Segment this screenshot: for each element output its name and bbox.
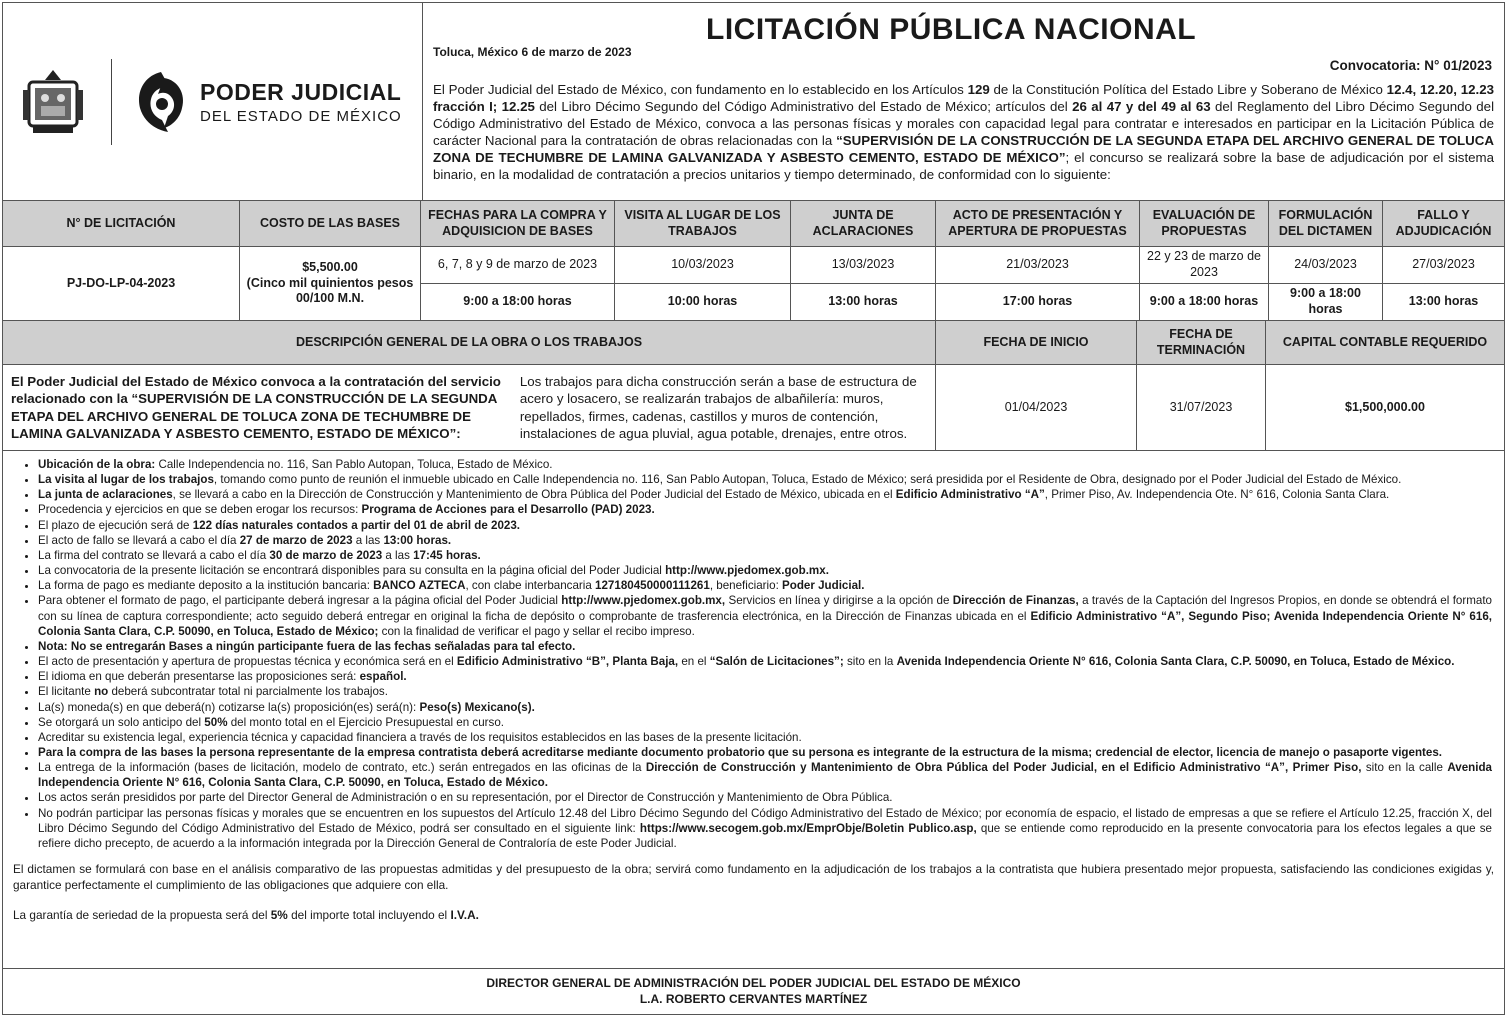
condition-item: • Acreditar su existencia legal, experiencia técnica y capacidad financiera a través de los requisitos establecidos en las bases de la presente licitación. <box>38 730 1492 745</box>
condition-item: • La(s) moneda(s) en que deberá(n) cotizarse la(s) proposición(es) será(n): Peso(s) Mexicano(s). <box>38 700 1492 715</box>
date-evaluacion: 22 y 23 de marzo de 2023 <box>1140 247 1269 284</box>
date-junta: 13/03/2023 <box>791 247 936 284</box>
time-fallo: 13:00 horas <box>1383 284 1504 321</box>
document-page <box>2 2 1505 1015</box>
condition-item: • El idioma en que deberán presentarse las proposiciones será: español. <box>38 669 1492 684</box>
condition-item: • La firma del contrato se llevará a cabo el día 30 de marzo de 2023 a las 17:45 horas. <box>38 548 1492 563</box>
logo-divider <box>111 59 112 145</box>
descripcion-text: El Poder Judicial del Estado de México convoca a la contratación del servicio relacionado con la “SUPERVISIÓN DE LA CONSTRUCCIÓN DE LA SEGUNDA ETAPA DEL ARCHIVO GENERAL DE TOLUCA ZONA DE TECHUMBRE DE LAMINA GALVANIZADA Y ASBESTO CEMENTO, ESTADO DE MÉXICO”: Los trabajos para dicha construcción serán a base de estructura de acero y losacero, se realizarán trabajos de albañilería: muros, repellados, firmes, cadenas, castillos y muros de contención, instalaciones de agua pluvial, agua potable, drenajes, entre otros. <box>3 365 936 451</box>
date-fallo: 27/03/2023 <box>1383 247 1504 284</box>
time-presentacion: 17:00 horas <box>936 284 1140 321</box>
condition-item: • El acto de presentación y apertura de propuestas técnica y económica será en el Edificio Administrativo “B”, Planta Baja, en el “Salón de Licitaciones”; sito en la Avenida Independencia Oriente N° 616, Colonia Santa Clara, C.P. 50090, en Toluca, Estado de México. <box>38 654 1492 669</box>
time-dictamen: 9:00 a 18:00 horas <box>1269 284 1383 321</box>
poder-judicial-logo-icon <box>134 68 188 136</box>
brand-subtitle: DEL ESTADO DE MÉXICO <box>200 107 402 125</box>
state-coat-of-arms-icon <box>21 68 85 136</box>
header-costo: COSTO DE LAS BASES <box>240 201 421 247</box>
time-junta: 13:00 horas <box>791 284 936 321</box>
header-presentacion: ACTO DE PRESENTACIÓN Y APERTURA DE PROPUESTAS <box>936 201 1140 247</box>
date-dictamen: 24/03/2023 <box>1269 247 1383 284</box>
header-visita: VISITA AL LUGAR DE LOS TRABAJOS <box>615 201 791 247</box>
logo-area <box>3 3 423 200</box>
time-visita: 10:00 horas <box>615 284 791 321</box>
condition-item: • Para obtener el formato de pago, el participante deberá ingresar a la página oficial del Poder Judicial http://www.pjedomex.gob.mx, Servicios en línea y dirigirse a la opción de Dirección de Finanzas, a través de la Captación del Ingresos Propios, en donde se obtendrá el formato con su línea de captura correspondiente; acto seguido deberá entregar en original la ficha de depósito o comprobante de trasferencia electrónica, en la Dirección de Finanzas ubicada en el Edificio Administrativo “A”, Segundo Piso; Avenida Independencia Oriente N° 616, Colonia Santa Clara, C.P. 50090, en Toluca, Estado de México; con la finalidad de verificar el pago y sellar el recibo impreso. <box>38 593 1492 638</box>
intro-area <box>423 3 1504 200</box>
fecha-terminacion: 31/07/2023 <box>1137 365 1266 451</box>
signature-footer <box>3 968 1504 1014</box>
time-evaluacion: 9:00 a 18:00 horas <box>1140 284 1269 321</box>
date-presentacion: 21/03/2023 <box>936 247 1140 284</box>
dates-times-grid <box>421 247 1504 321</box>
garantia-paragraph: La garantía de seriedad de la propuesta será del 5% del importe total incluyendo el I.V.A. <box>13 908 479 923</box>
date-compra: 6, 7, 8 y 9 de marzo de 2023 <box>421 247 615 284</box>
capital-requerido: $1,500,000.00 <box>1266 365 1504 451</box>
date-visita: 10/03/2023 <box>615 247 791 284</box>
header-evaluacion: EVALUACIÓN DE PROPUESTAS <box>1140 201 1269 247</box>
header-fechas-compra: FECHAS PARA LA COMPRA Y ADQUISICION DE BASES <box>421 201 615 247</box>
costo-letra: (Cinco mil quinientos pesos 00/100 M.N. <box>246 275 414 306</box>
schedule-table <box>3 201 1504 321</box>
header-licitacion: N° DE LICITACIÓN <box>3 201 240 247</box>
header-fecha-inicio: FECHA DE INICIO <box>936 321 1137 365</box>
condition-item: • La entrega de la información (bases de licitación, modelo de contrato, etc.) serán entregados en las oficinas de la Dirección de Construcción y Mantenimiento de Obra Pública del Poder Judicial, en el Edificio Administrativo “A”, Primer Piso, sito en la calle Avenida Independencia Oriente N° 616, Colonia Santa Clara, C.P. 50090, en Toluca, Estado de México. <box>38 760 1492 790</box>
condition-item: • Ubicación de la obra: Calle Independencia no. 116, San Pablo Autopan, Toluca, Estado de México. <box>38 457 1492 472</box>
condition-item: • La visita al lugar de los trabajos, tomando como punto de reunión el inmueble ubicado en Calle Independencia no. 116, San Pablo Autopan, Toluca, Estado de México; será presidida por el Residente de Obra, designado por el Poder Judicial del Estado de México. <box>38 472 1492 487</box>
costo-amount: $5,500.00 <box>302 260 358 275</box>
header-block <box>3 3 1504 201</box>
costo-bases <box>240 247 421 321</box>
condition-item: • La forma de pago es mediante deposito a la institución bancaria: BANCO AZTECA, con clabe interbancaria 127180450000111261, beneficiario: Poder Judicial. <box>38 578 1492 593</box>
intro-paragraph: El Poder Judicial del Estado de México, con fundamento en lo establecido en los Artículos 129 de la Constitución Política del Estado Libre y Soberano de México 12.4, 12.20, 12.23 fracción I; 12.25 del Libro Décimo Segundo del Código Administrativo del Estado de México; artículos del 26 al 47 y del 49 al 63 del Reglamento del Libro Décimo Segundo del Código Administrativo del Estado de México, convoca a las personas físicas y morales con capacidad legal para contratar e interesados en participar en la Licitación Pública de carácter Nacional para la contratación de obras relacionadas con la “SUPERVISIÓN DE LA CONSTRUCCIÓN DE LA SEGUNDA ETAPA DEL ARCHIVO GENERAL DE TOLUCA ZONA DE TECHUMBRE DE LAMINA GALVANIZADA Y ASBESTO CEMENTO, ESTADO DE MÉXICO”; el concurso se realizará sobre la base de adjudicación por el sistema binario, en la modalidad de contratación a precios unitarios y tiempo determinado, de conformidad con lo siguiente: <box>433 82 1495 183</box>
condition-item: • El licitante no deberá subcontratar total ni parcialmente los trabajos. <box>38 684 1492 699</box>
times-row <box>421 284 1504 321</box>
dictamen-paragraph: El dictamen se formulará con base en el análisis comparativo de las propuestas admitidas y del presupuesto de la obra; servirá como fundamento en la adjudicación de los trabajos a la contratista que hubiera presentado mejor propuesta, satisfaciendo las condiciones exigidas y, garantice perfectamente el cumplimiento de las obligaciones que adquiere con ella. <box>13 862 1494 893</box>
condition-item: • La junta de aclaraciones, se llevará a cabo en la Dirección de Construcción y Mantenimiento de Obra Pública del Poder Judicial del Estado de México, ubicada en el Edificio Administrativo “A”, Primer Piso, Av. Independencia Ote. N° 616, Colonia Santa Clara. <box>38 487 1492 502</box>
convocatoria-number: Convocatoria: N° 01/2023 <box>1329 58 1492 73</box>
licitacion-number: PJ-DO-LP-04-2023 <box>3 247 240 321</box>
condition-item: • No podrán participar las personas físicas y morales que se encuentren en los supuestos del Artículo 12.48 del Libro Décimo Segundo del Código Administrativo del Estado de México; por economía de espacio, el listado de empresas a que se refiere el Artículo 12.25, fracción X, del Libro Décimo Segundo del Código Administrativo del Estado de México, podrá ser consultado en el siguiente link: https://www.secogem.gob.mx/EmprObje/Boletin Publico.asp, que se entiende como reproducido en la presente convocatoria para los efectos legales a que se refiere dicho precepto, de acuerdo a la información integrada por la Dirección General de Contraloría de este Poder Judicial. <box>38 806 1492 851</box>
header-capital: CAPITAL CONTABLE REQUERIDO <box>1266 321 1504 365</box>
condition-item: • El acto de fallo se llevará a cabo el día 27 de marzo de 2023 a las 13:00 horas. <box>38 533 1492 548</box>
page-title: LICITACIÓN PÚBLICA NACIONAL <box>706 13 1197 46</box>
dates-row <box>421 247 1504 284</box>
description-data-row <box>3 365 1504 451</box>
signature-title: DIRECTOR GENERAL DE ADMINISTRACIÓN DEL PODER JUDICIAL DEL ESTADO DE MÉXICO <box>486 976 1021 990</box>
city-date: Toluca, México 6 de marzo de 2023 <box>433 45 632 59</box>
condition-item: • Para la compra de las bases la persona representante de la empresa contratista deberá acreditarse mediante documento probatorio que su persona es integrante de la estructura de la misma; credencial de elector, licencia de manejo o pasaporte vigentes. <box>38 745 1492 760</box>
header-descripcion: DESCRIPCIÓN GENERAL DE LA OBRA O LOS TRABAJOS <box>3 321 936 365</box>
signature-name: L.A. ROBERTO CERVANTES MARTÍNEZ <box>639 992 868 1006</box>
brand-name: PODER JUDICIAL <box>200 78 402 105</box>
conditions-list <box>3 451 1504 851</box>
condition-item: • Los actos serán presididos por parte del Director General de Administración o en su representación, por el Director de Construcción y Mantenimiento de Obra Pública. <box>38 790 1492 805</box>
header-fallo: FALLO Y ADJUDICACIÓN <box>1383 201 1504 247</box>
condition-item: • Procedencia y ejercicios en que se deben erogar los recursos: Programa de Acciones para el Desarrollo (PAD) 2023. <box>38 502 1492 517</box>
description-table <box>3 321 1504 451</box>
schedule-header-row <box>3 201 1504 247</box>
header-dictamen: FORMULACIÓN DEL DICTAMEN <box>1269 201 1383 247</box>
condition-item: • La convocatoria de la presente licitación se encontrará disponibles para su consulta en la página oficial del Poder Judicial http://www.pjedomex.gob.mx. <box>38 563 1492 578</box>
header-fecha-terminacion: FECHA DE TERMINACIÓN <box>1137 321 1266 365</box>
brand-text <box>200 79 402 125</box>
condition-item: • Nota: No se entregarán Bases a ningún participante fuera de las fechas señaladas para tal efecto. <box>38 639 1492 654</box>
header-junta: JUNTA DE ACLARACIONES <box>791 201 936 247</box>
time-compra: 9:00 a 18:00 horas <box>421 284 615 321</box>
condition-item: • El plazo de ejecución será de 122 días naturales contados a partir del 01 de abril de 2023. <box>38 518 1492 533</box>
description-header-row <box>3 321 1504 365</box>
schedule-data-row <box>3 247 1504 321</box>
condition-item: • Se otorgará un solo anticipo del 50% del monto total en el Ejercicio Presupuestal en curso. <box>38 715 1492 730</box>
fecha-inicio: 01/04/2023 <box>936 365 1137 451</box>
